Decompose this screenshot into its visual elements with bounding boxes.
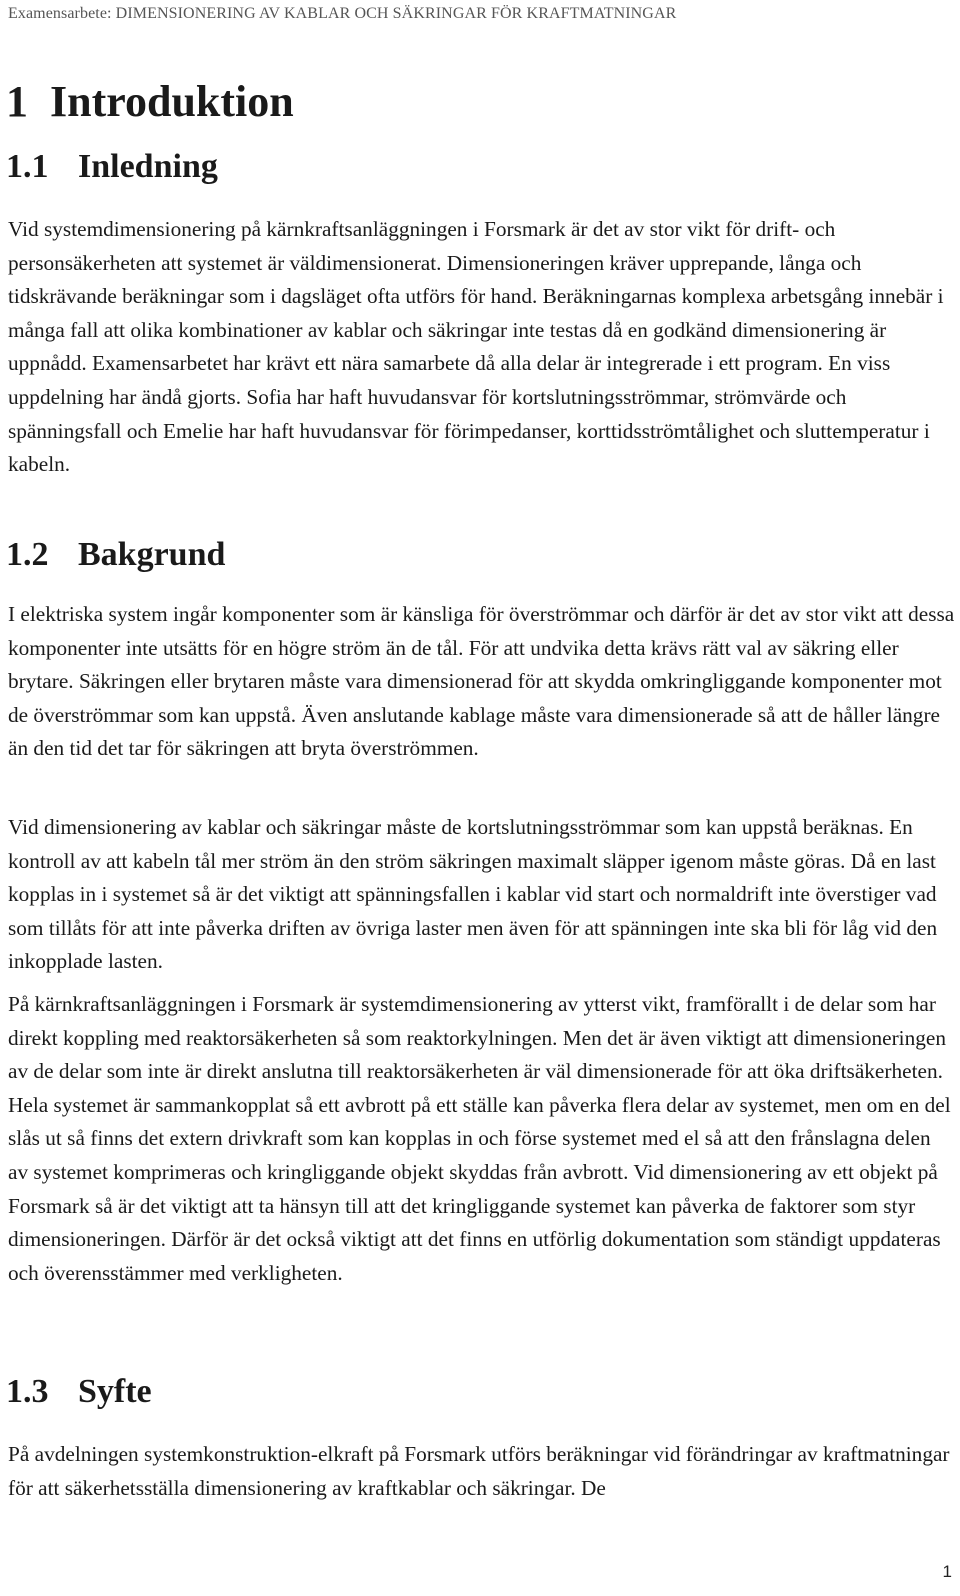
section-title: Syfte xyxy=(78,1373,152,1410)
section-title: Inledning xyxy=(78,148,218,185)
paragraph: På avdelningen systemkonstruktion-elkraft på Forsmark utförs beräkningar vid förändringar av kraftmatningar för att säkerhetsställa dimensionering av kraftkablar och säkringar. De xyxy=(8,1442,950,1500)
paragraph: I elektriska system ingår komponenter som är känsliga för överströmmar och därför är det av stor vikt att dessa komponenter inte utsätts för en högre ström än de tål. För att undvika detta krävs rätt val av säkring eller brytare. Säkringen eller brytaren måste vara dimensionerad för att skydda omkringliggande komponenter mot de överströmmar som kan uppstå. Även anslutande kablage måste vara dimensionerade så att de håller längre än den tid det tar för säkringen att bryta överströmmen. xyxy=(8,602,955,761)
paragraph: Vid systemdimensionering på kärnkraftsanläggningen i Forsmark är det av stor vikt för drift- och personsäkerheten att systemet är väldimensionerat. Dimensioneringen kräver upprepande, långa och tidskrävande beräkningar som i dagsläget ofta utförs för hand. Beräkningarnas komplexa arbetsgång innebär i många fall att olika kombinationer av kablar och säkringar inte testas då en godkänd dimensionering är uppnådd. Examensarbetet har krävt ett nära samarbete då alla delar är integrerade i ett program. En viss uppdelning har ändå gjorts. Sofia har haft huvudansvar för kortslutningsströmmar, strömvärde och spänningsfall och Emelie har haft huvudansvar för förimpedanser, korttidsströmtålighet och sluttemperatur i kabeln. xyxy=(8,217,944,477)
chapter-heading xyxy=(6,76,294,127)
paragraph: Vid dimensionering av kablar och säkringar måste de kortslutningsströmmar som kan uppstå beräknas. En kontroll av att kabeln tål mer ström än den ström säkringen maximalt släpper igenom måste göras. Då en last kopplas in i systemet så är det viktigt att spänningsfallen i kablar vid start och normaldrift inte överstiger vad som tillåts för att inte påverka driften av övriga laster men även för att spänningen inte ska bli för låg vid den inkopplade lasten. xyxy=(8,815,938,974)
section-number: 1.1 xyxy=(6,148,49,185)
section-heading-bakgrund xyxy=(6,536,225,574)
section-number: 1.3 xyxy=(6,1373,49,1410)
chapter-number: 1 xyxy=(6,77,28,126)
section-title: Bakgrund xyxy=(78,536,226,573)
section-heading-syfte xyxy=(6,1373,152,1411)
section-heading-inledning xyxy=(6,148,218,186)
page-number: 1 xyxy=(942,1562,952,1581)
paragraph: På kärnkraftsanläggningen i Forsmark är systemdimensionering av ytterst vikt, framförallt i de delar som har direkt koppling med reaktorsäkerheten så som reaktorkylningen. Men det är även viktigt att dimensioneringen av de delar som inte är direkt anslutna till reaktorsäkerheten är väl dimensionerade för att öka driftsäkerheten. Hela systemet är sammankopplat så ett avbrott på ett ställe kan påverka flera delar av systemet, men om en del slås ut så finns det extern drivkraft som kan kopplas in och förse systemet med el så att den frånslagna delen av systemet komprimeras och kringliggande objekt skyddas från avbrott. Vid dimensionering av ett objekt på Forsmark så är det viktigt att ta hänsyn till att det kringliggande systemet kan påverka de faktorer som styr dimensioneringen. Därför är det också viktigt att det finns en utförlig dokumentation som ständigt uppdateras och överensstämmer med verkligheten. xyxy=(8,992,951,1285)
running-header: Examensarbete: DIMENSIONERING AV KABLAR OCH SÄKRINGAR FÖR KRAFTMATNINGAR xyxy=(8,5,677,22)
chapter-title: Introduktion xyxy=(50,77,294,126)
section-number: 1.2 xyxy=(6,536,49,573)
